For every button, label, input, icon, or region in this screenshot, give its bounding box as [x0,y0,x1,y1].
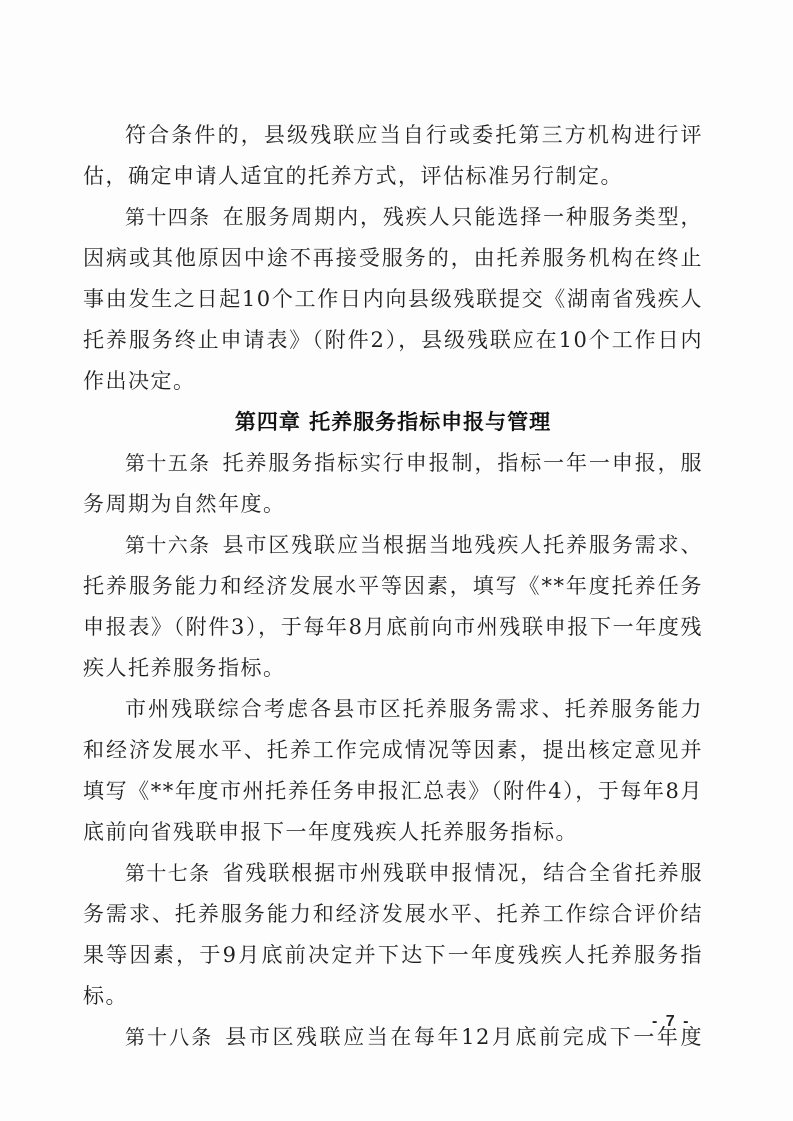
paragraph-text: 省残联根据市州残联申报情况，结合全省托养服务需求、托养服务能力和经济发展水平、托养工作综合评价结果等因素，于9月底前决定并下达下一年度残疾人托养服务指标。 [83,861,704,1008]
article-18 [83,1017,703,1058]
paragraph-text: 托养服务指标实行申报制，指标一年一申报，服务周期为自然年度。 [83,451,704,516]
article-15 [83,443,703,525]
article-label: 第十七条 [125,861,211,885]
paragraph-text: 符合条件的，县级残联应当自行或委托第三方机构进行评估，确定申请人适宜的托养方式，评估标准另行制定。 [83,123,703,188]
paragraph-city-review [83,689,703,853]
paragraph-text: 县市区残联应当根据当地残疾人托养服务需求、托养服务能力和经济发展水平等因素，填写《**年度托养任务申报表》（附件3），于每年8月底前向市州残联申报下一年度残疾人托养服务指标。 [83,533,704,680]
article-label: 第十五条 [125,451,211,475]
article-label: 第十六条 [125,533,211,557]
document-body [83,115,703,1058]
article-14 [83,197,703,402]
paragraph-text: 市州残联综合考虑各县市区托养服务需求、托养服务能力和经济发展水平、托养工作完成情况等因素，提出核定意见并填写《**年度市州托养任务申报汇总表》（附件4），于每年8月底前向省残联申报下一年度残疾人托养服务指标。 [83,697,703,844]
article-17 [83,853,703,1017]
page-number: - 7 - [652,1013,691,1030]
chapter-heading: 第四章 托养服务指标申报与管理 [234,410,552,434]
article-label: 第十八条 [125,1025,214,1049]
article-16 [83,525,703,689]
paragraph-text: 在服务周期内，残疾人只能选择一种服务类型，因病或其他原因中途不再接受服务的，由托养服务机构在终止事由发生之日起10个工作日内向县级残联提交《湖南省残疾人托养服务终止申请表》（附件2），县级残联应在10个工作日内作出决定。 [83,205,704,393]
paragraph-text: 县市区残联应当在每年12月底前完成下一年度 [225,1025,703,1049]
paragraph-eligibility-assessment [83,115,703,197]
article-label: 第十四条 [125,205,211,229]
